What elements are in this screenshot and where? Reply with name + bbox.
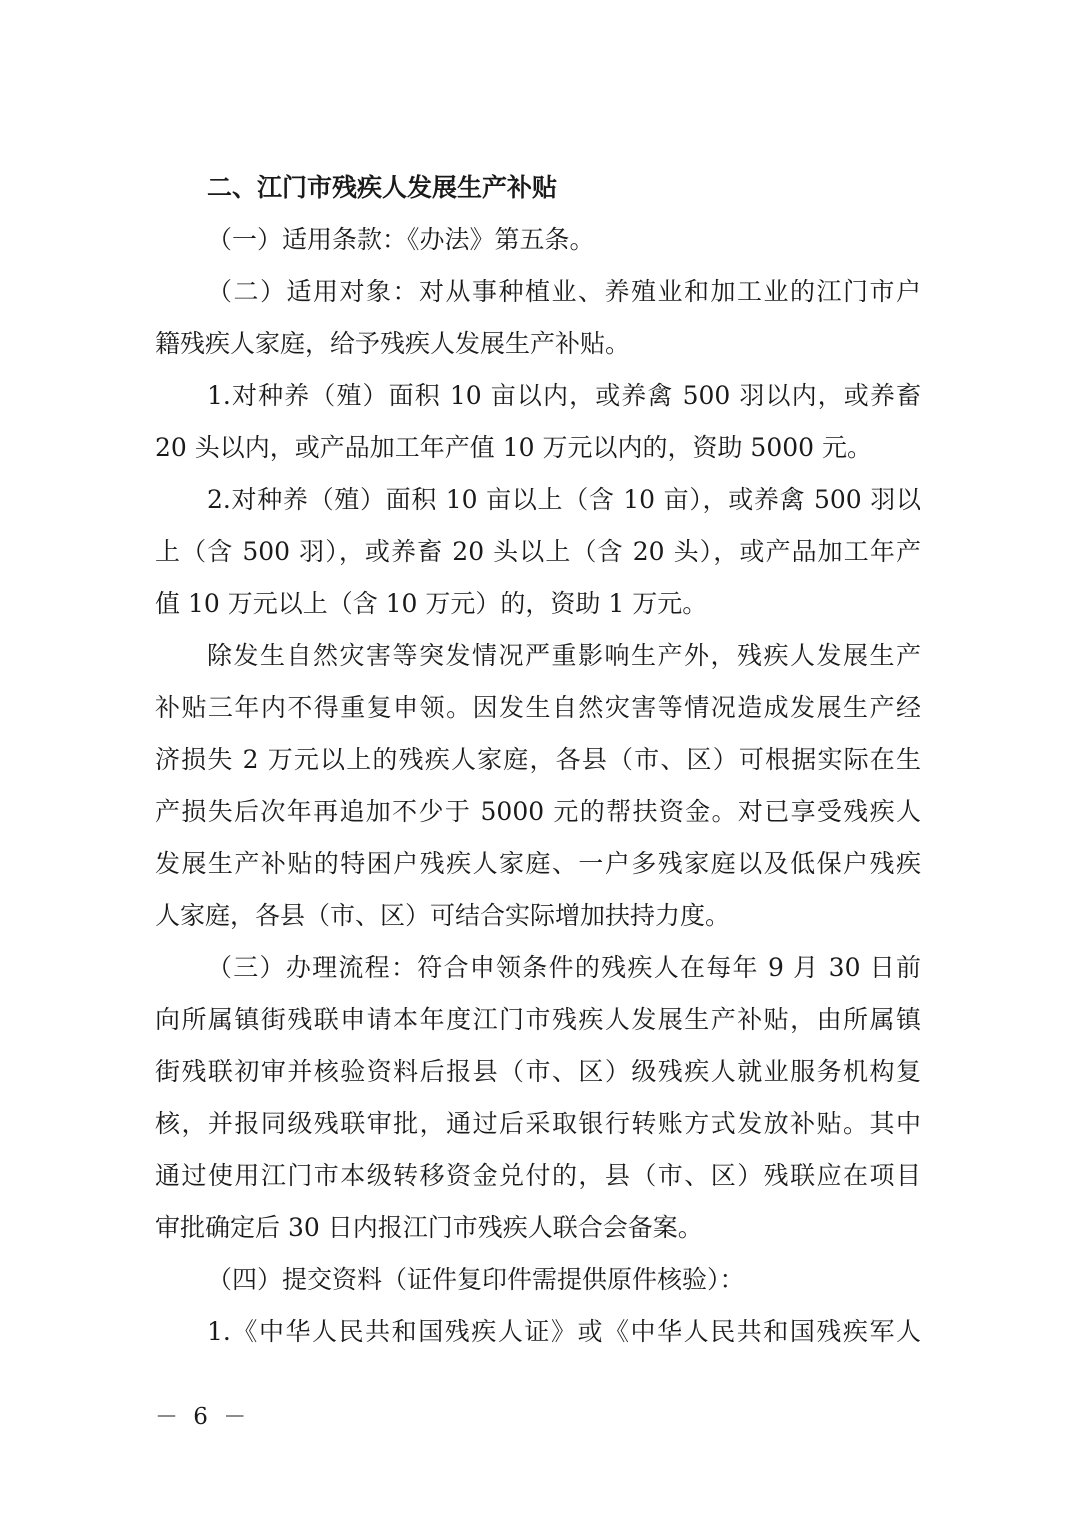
text-line: （三）办理流程：符合申领条件的残疾人在每年 9 月 30 日前: [207, 953, 921, 982]
text-line: 上（含 500 羽），或养畜 20 头以上（含 20 头），或产品加工年产: [155, 537, 921, 566]
text-line: 1.《中华人民共和国残疾人证》或《中华人民共和国残疾军人: [207, 1317, 921, 1346]
text-line: 2.对种养（殖）面积 10 亩以上（含 10 亩），或养禽 500 羽以: [207, 485, 921, 514]
text-line: （二）适用对象：对从事种植业、养殖业和加工业的江门市户: [207, 277, 921, 306]
section-heading: 二、江门市残疾人发展生产补贴: [207, 173, 558, 202]
page-number: － 6 －: [155, 1404, 251, 1430]
text-line: 通过使用江门市本级转移资金兑付的，县（市、区）残联应在项目: [155, 1161, 921, 1190]
text-line: 补贴三年内不得重复申领。因发生自然灾害等情况造成发展生产经: [155, 693, 921, 722]
text-line: 20 头以内，或产品加工年产值 10 万元以内的，资助 5000 元。: [155, 433, 872, 462]
text-line: 除发生自然灾害等突发情况严重影响生产外，残疾人发展生产: [207, 641, 921, 670]
text-line: 籍残疾人家庭，给予残疾人发展生产补贴。: [155, 329, 631, 358]
text-line: 核，并报同级残联审批，通过后采取银行转账方式发放补贴。其中: [155, 1109, 921, 1138]
document-body: [155, 162, 921, 1358]
text-line: 向所属镇街残联申请本年度江门市残疾人发展生产补贴，由所属镇: [155, 1005, 921, 1034]
text-line: （一）适用条款：《办法》第五条。: [207, 225, 595, 254]
text-line: （四）提交资料（证件复印件需提供原件核验）：: [207, 1265, 745, 1294]
text-line: 街残联初审并核验资料后报县（市、区）级残疾人就业服务机构复: [155, 1057, 921, 1086]
text-line: 发展生产补贴的特困户残疾人家庭、一户多残家庭以及低保户残疾: [155, 849, 921, 878]
text-line: 1.对种养（殖）面积 10 亩以内，或养禽 500 羽以内，或养畜: [207, 381, 921, 410]
text-line: 济损失 2 万元以上的残疾人家庭，各县（市、区）可根据实际在生: [155, 745, 921, 774]
text-line: 值 10 万元以上（含 10 万元）的，资助 1 万元。: [155, 589, 708, 618]
text-line: 人家庭，各县（市、区）可结合实际增加扶持力度。: [155, 901, 731, 930]
text-line: 产损失后次年再追加不少于 5000 元的帮扶资金。对已享受残疾人: [155, 797, 921, 826]
text-line: 审批确定后 30 日内报江门市残疾人联合会备案。: [155, 1213, 703, 1242]
